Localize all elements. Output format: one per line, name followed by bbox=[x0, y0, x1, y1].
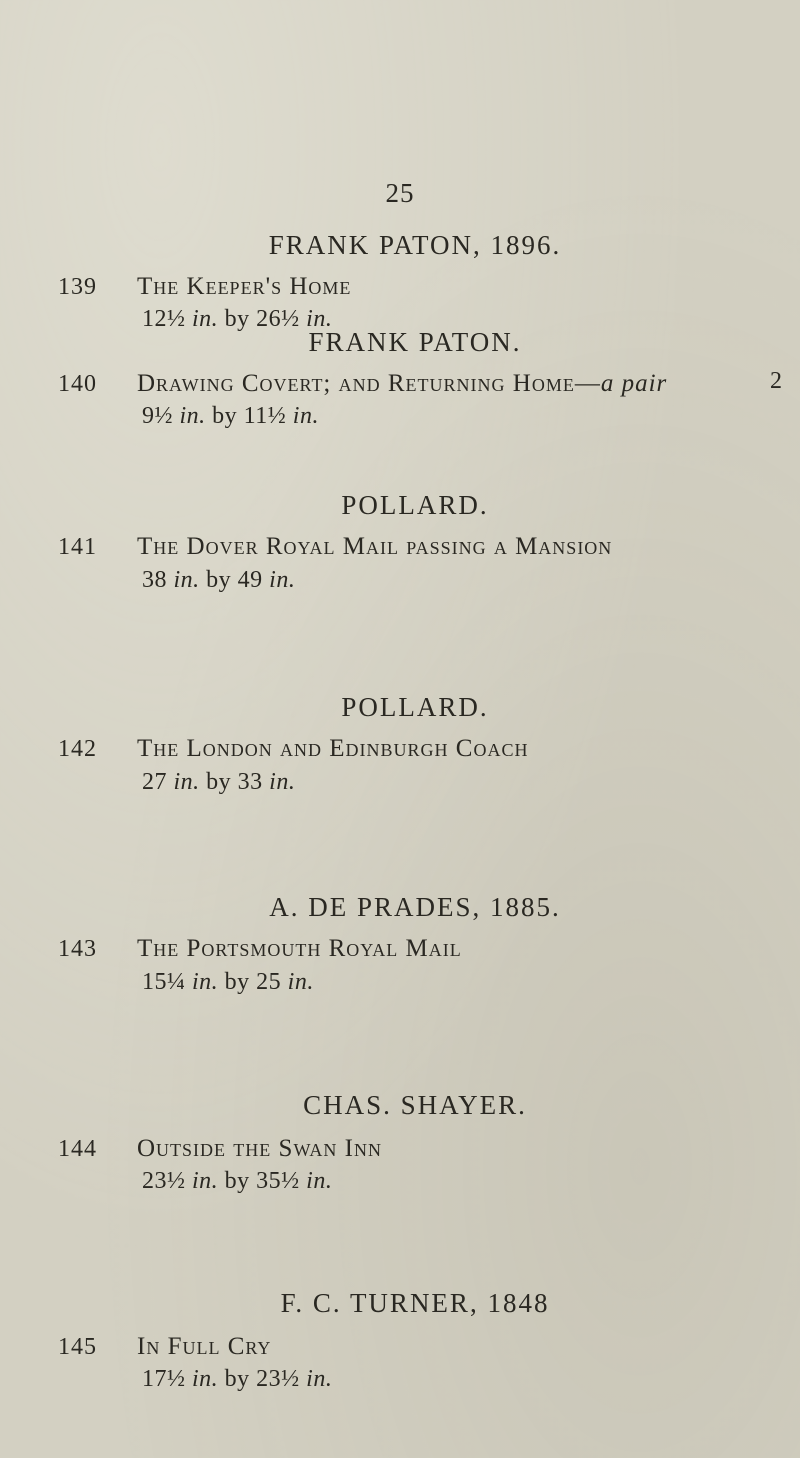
width-value: 15¼ bbox=[142, 969, 186, 995]
lot-number: 139 bbox=[58, 274, 97, 300]
lot-title-text: Outside the Swan Inn bbox=[137, 1135, 383, 1162]
lot-number: 141 bbox=[58, 534, 97, 560]
height-value: 23½ bbox=[256, 1366, 300, 1392]
height-value: 49 bbox=[237, 567, 263, 593]
unit-label: in. bbox=[287, 969, 314, 995]
lot-title bbox=[137, 1333, 271, 1361]
height-value: 26½ bbox=[256, 306, 300, 332]
artist-heading: F. C. TURNER, 1848 bbox=[280, 1288, 550, 1318]
lot-title-text: In Full Cry bbox=[137, 1333, 272, 1360]
lot-dimensions bbox=[142, 969, 314, 996]
artist-heading: POLLARD. bbox=[341, 692, 489, 722]
page-number: 25 bbox=[385, 178, 415, 208]
lot-title-suffix: a pair bbox=[600, 370, 668, 397]
unit-label: in. bbox=[192, 1168, 219, 1194]
by-label: by bbox=[206, 567, 232, 593]
width-value: 23½ bbox=[142, 1168, 186, 1194]
lot-dimensions bbox=[142, 1168, 332, 1195]
height-value: 33 bbox=[237, 769, 263, 795]
unit-label: in. bbox=[269, 769, 296, 795]
artist-heading: FRANK PATON, 1896. bbox=[268, 230, 562, 260]
unit-label: in. bbox=[269, 567, 296, 593]
lot-title bbox=[137, 273, 351, 301]
unit-label: in. bbox=[306, 306, 333, 332]
width-value: 38 bbox=[142, 567, 167, 593]
by-label: by bbox=[224, 969, 250, 995]
lot-title-text: The Keeper's Home bbox=[137, 273, 352, 300]
unit-label: in. bbox=[306, 1168, 333, 1194]
width-value: 17½ bbox=[142, 1366, 186, 1392]
unit-label: in. bbox=[292, 403, 319, 429]
by-label: by bbox=[206, 769, 232, 795]
by-label: by bbox=[224, 1366, 250, 1392]
lot-title bbox=[137, 935, 462, 963]
width-value: 12½ bbox=[142, 306, 186, 332]
artist-heading: FRANK PATON. bbox=[308, 327, 522, 357]
unit-label: in. bbox=[306, 1366, 333, 1392]
lot-title bbox=[137, 735, 528, 763]
lot-dimensions bbox=[142, 567, 295, 594]
lot-title bbox=[137, 1135, 382, 1163]
unit-label: in. bbox=[192, 969, 219, 995]
unit-label: in. bbox=[179, 403, 206, 429]
height-value: 35½ bbox=[256, 1168, 300, 1194]
unit-label: in. bbox=[173, 769, 200, 795]
lot-number: 145 bbox=[58, 1334, 97, 1360]
lot-number: 143 bbox=[58, 936, 97, 962]
lot-dimensions bbox=[142, 769, 295, 796]
by-label: by bbox=[212, 403, 238, 429]
by-label: by bbox=[224, 1168, 250, 1194]
lot-number: 142 bbox=[58, 736, 97, 762]
lot-title-text: The London and Edinburgh Coach bbox=[137, 735, 529, 762]
lot-title bbox=[137, 370, 667, 398]
artist-heading: POLLARD. bbox=[341, 490, 489, 520]
margin-note: 2 bbox=[770, 368, 782, 394]
artist-heading: CHAS. SHAYER. bbox=[303, 1090, 527, 1120]
unit-label: in. bbox=[192, 1366, 219, 1392]
unit-label: in. bbox=[173, 567, 200, 593]
height-value: 11½ bbox=[243, 403, 287, 429]
artist-heading: A. DE PRADES, 1885. bbox=[269, 892, 561, 922]
lot-number: 144 bbox=[58, 1136, 97, 1162]
lot-title-text: The Dover Royal Mail passing a Mansion bbox=[137, 533, 613, 560]
width-value: 9½ bbox=[142, 403, 173, 429]
unit-label: in. bbox=[192, 306, 219, 332]
width-value: 27 bbox=[142, 769, 167, 795]
lot-dimensions bbox=[142, 1366, 332, 1393]
height-value: 25 bbox=[256, 969, 282, 995]
lot-title-text: The Portsmouth Royal Mail bbox=[137, 935, 462, 962]
lot-title-text: Drawing Covert; and Returning Home— bbox=[137, 370, 601, 397]
lot-number: 140 bbox=[58, 371, 97, 397]
by-label: by bbox=[224, 306, 250, 332]
lot-title bbox=[137, 533, 612, 561]
lot-dimensions bbox=[142, 403, 319, 430]
